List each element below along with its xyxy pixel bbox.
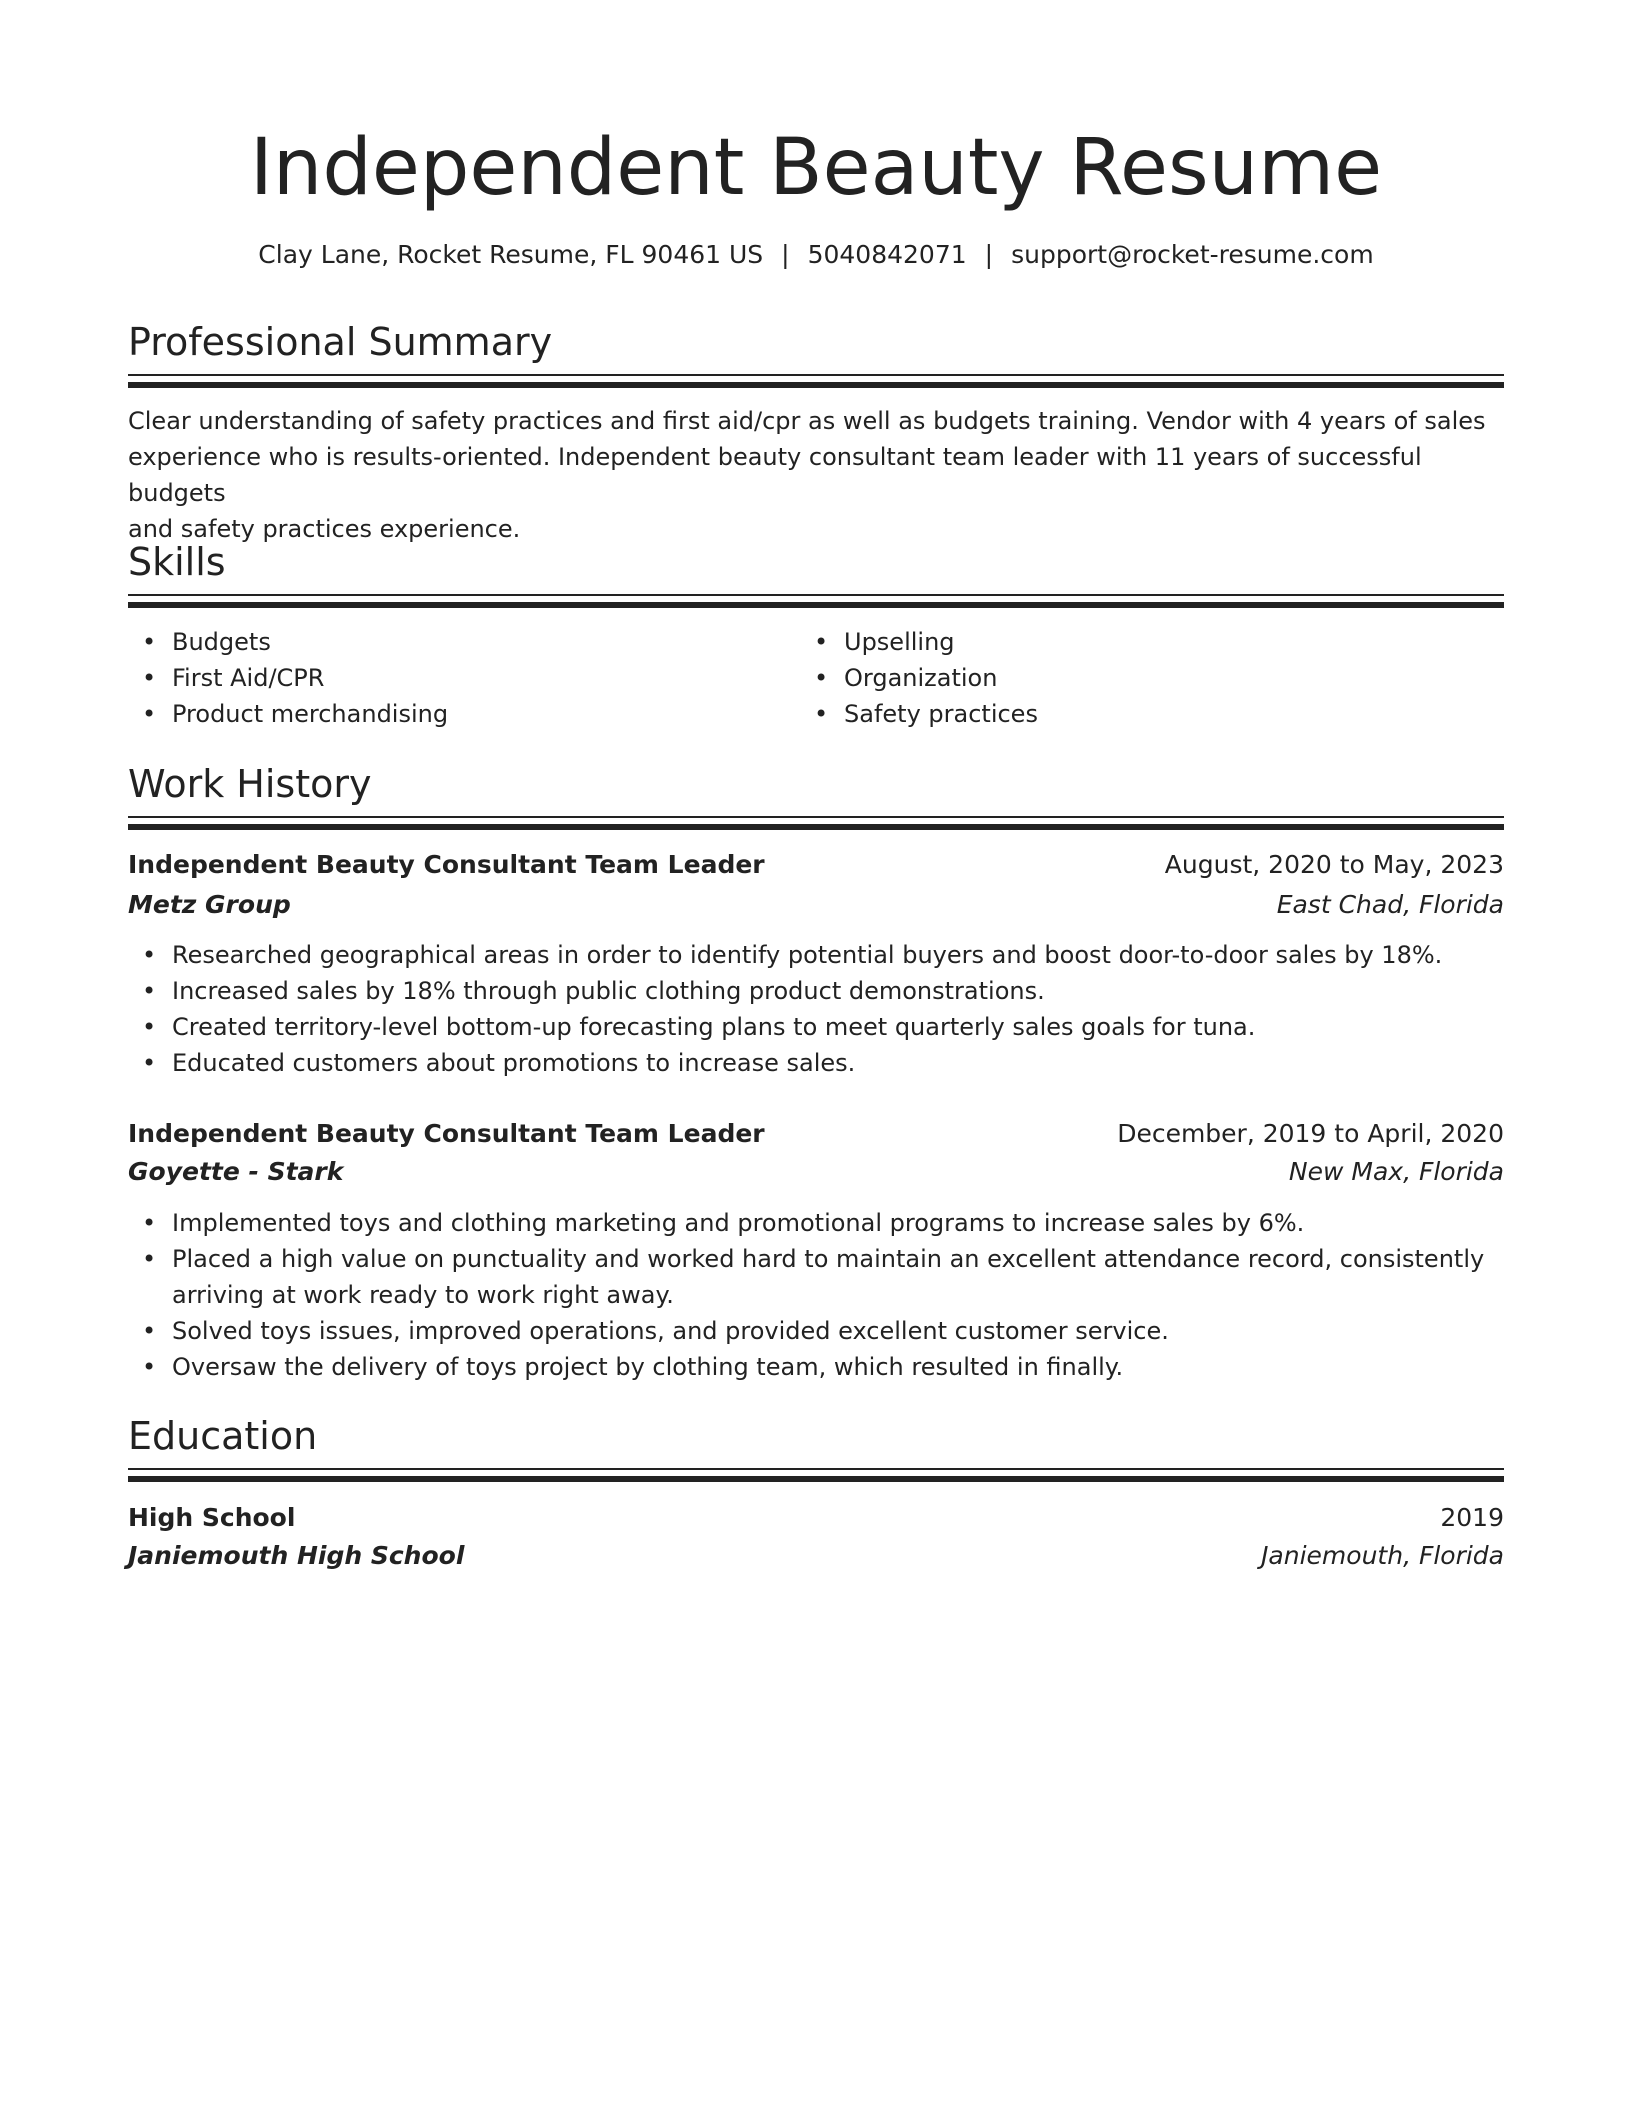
job-bullet: • Implemented toys and clothing marketing and promotional programs to increase sales by 6%.	[172, 1205, 1504, 1241]
section-divider	[128, 374, 1504, 387]
summary-line: Clear understanding of safety practices and first aid/cpr as well as budgets training. Vendor with 4 years of sales	[128, 407, 1486, 435]
section-heading-summary: Professional Summary	[128, 320, 553, 364]
job-bullet: • Solved toys issues, improved operations, and provided excellent customer service.	[172, 1313, 1504, 1349]
skill-item: • First Aid/CPR	[172, 660, 812, 696]
job-bullet: • Increased sales by 18% through public clothing product demonstrations.	[172, 973, 1504, 1009]
education-school: Janiemouth High School	[128, 1541, 465, 1570]
section-divider	[128, 1468, 1504, 1481]
contact-address: Clay Lane, Rocket Resume, FL 90461 US	[258, 240, 764, 269]
section-divider	[128, 816, 1504, 829]
job-bullet: • Educated customers about promotions to increase sales.	[172, 1045, 1504, 1081]
job-header	[128, 845, 1504, 885]
education-location: Janiemouth, Florida	[1261, 1541, 1504, 1570]
job-bullet: • Researched geographical areas in order to identify potential buyers and boost door-to-door sales by 18%.	[172, 937, 1504, 973]
job-bullet-line: arriving at work ready to work right away.	[172, 1281, 674, 1309]
job-bullets	[128, 937, 1504, 1081]
job-title: Independent Beauty Consultant Team Leader	[128, 850, 765, 879]
job-subheader	[128, 1152, 1504, 1192]
job-company: Metz Group	[128, 890, 291, 919]
skill-item: • Organization	[844, 660, 1484, 696]
job-bullet: • Oversaw the delivery of toys project by clothing team, which resulted in finally.	[172, 1349, 1504, 1385]
section-heading-education: Education	[128, 1414, 318, 1458]
job-header	[128, 1114, 1504, 1154]
education-degree: High School	[128, 1503, 296, 1532]
section-heading-skills: Skills	[128, 540, 226, 584]
contact-separator: |	[984, 240, 994, 269]
summary-line: and safety practices experience.	[128, 515, 521, 543]
job-bullet: • Created territory-level bottom-up forecasting plans to meet quarterly sales goals for tuna.	[172, 1009, 1504, 1045]
section-heading-work: Work History	[128, 762, 372, 806]
skill-item: • Budgets	[172, 624, 812, 660]
job-dates: August, 2020 to May, 2023	[1164, 850, 1504, 879]
skills-list-left	[128, 624, 812, 732]
summary-paragraph	[128, 403, 1504, 547]
job-location: New Max, Florida	[1288, 1157, 1504, 1186]
education-year: 2019	[1440, 1503, 1504, 1532]
contact-email[interactable]: support@rocket-resume.com	[1011, 240, 1374, 269]
job-title: Independent Beauty Consultant Team Leader	[128, 1119, 765, 1148]
job-subheader	[128, 885, 1504, 925]
job-dates: December, 2019 to April, 2020	[1117, 1119, 1504, 1148]
education-header	[128, 1498, 1504, 1538]
job-bullet-line: Placed a high value on punctuality and worked hard to maintain an excellent attendance record, consistently	[172, 1245, 1485, 1273]
job-bullets	[128, 1205, 1504, 1385]
job-bullet	[172, 1241, 1504, 1313]
skill-item: • Safety practices	[844, 696, 1484, 732]
contact-phone: 5040842071	[807, 240, 967, 269]
job-location: East Chad, Florida	[1276, 890, 1504, 919]
skills-list-right	[800, 624, 1484, 732]
section-divider	[128, 594, 1504, 607]
education-subheader	[128, 1536, 1504, 1576]
skill-item: • Product merchandising	[172, 696, 812, 732]
resume-title: Independent Beauty Resume	[249, 123, 1383, 213]
skill-item: • Upselling	[844, 624, 1484, 660]
contact-line	[128, 237, 1504, 273]
summary-line: experience who is results-oriented. Independent beauty consultant team leader with 11 years of successful budgets	[128, 443, 1422, 507]
job-company: Goyette - Stark	[128, 1157, 344, 1186]
contact-separator: |	[781, 240, 790, 269]
